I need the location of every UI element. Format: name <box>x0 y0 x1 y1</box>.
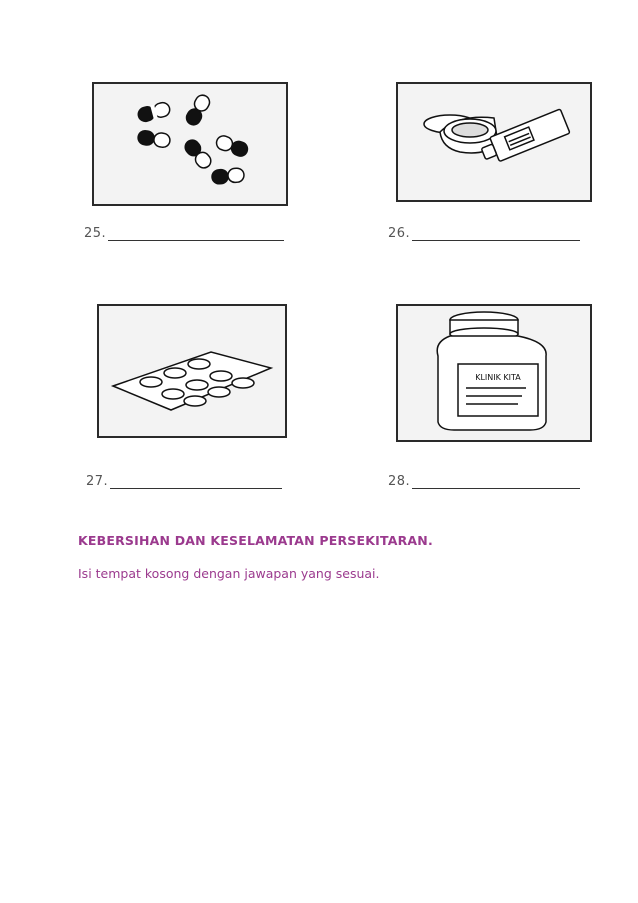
question-number: 27. <box>86 474 109 489</box>
capsules-picture <box>92 82 288 206</box>
answer-blank[interactable] <box>108 228 284 241</box>
answer-line-27 <box>86 474 282 489</box>
answer-blank[interactable] <box>412 228 580 241</box>
capsules-icon <box>94 84 286 204</box>
tablet-blister-picture <box>97 304 287 438</box>
jar-label-text: KLINIK KITA <box>475 373 521 382</box>
question-number: 25. <box>84 226 107 241</box>
section-instruction: Isi tempat kosong dengan jawapan yang sesuai. <box>78 566 380 581</box>
tablet-blister-icon <box>99 306 285 436</box>
answer-line-25 <box>84 226 284 241</box>
question-number: 28. <box>388 474 411 489</box>
question-number: 26. <box>388 226 411 241</box>
medicine-jar-icon <box>398 306 590 440</box>
medicine-jar-picture <box>396 304 592 442</box>
ointment-picture <box>396 82 592 202</box>
answer-blank[interactable] <box>110 476 282 489</box>
answer-line-28 <box>388 474 580 489</box>
section-heading: KEBERSIHAN DAN KESELAMATAN PERSEKITARAN. <box>78 533 433 548</box>
answer-line-26 <box>388 226 580 241</box>
ointment-icon <box>398 84 590 200</box>
answer-blank[interactable] <box>412 476 580 489</box>
